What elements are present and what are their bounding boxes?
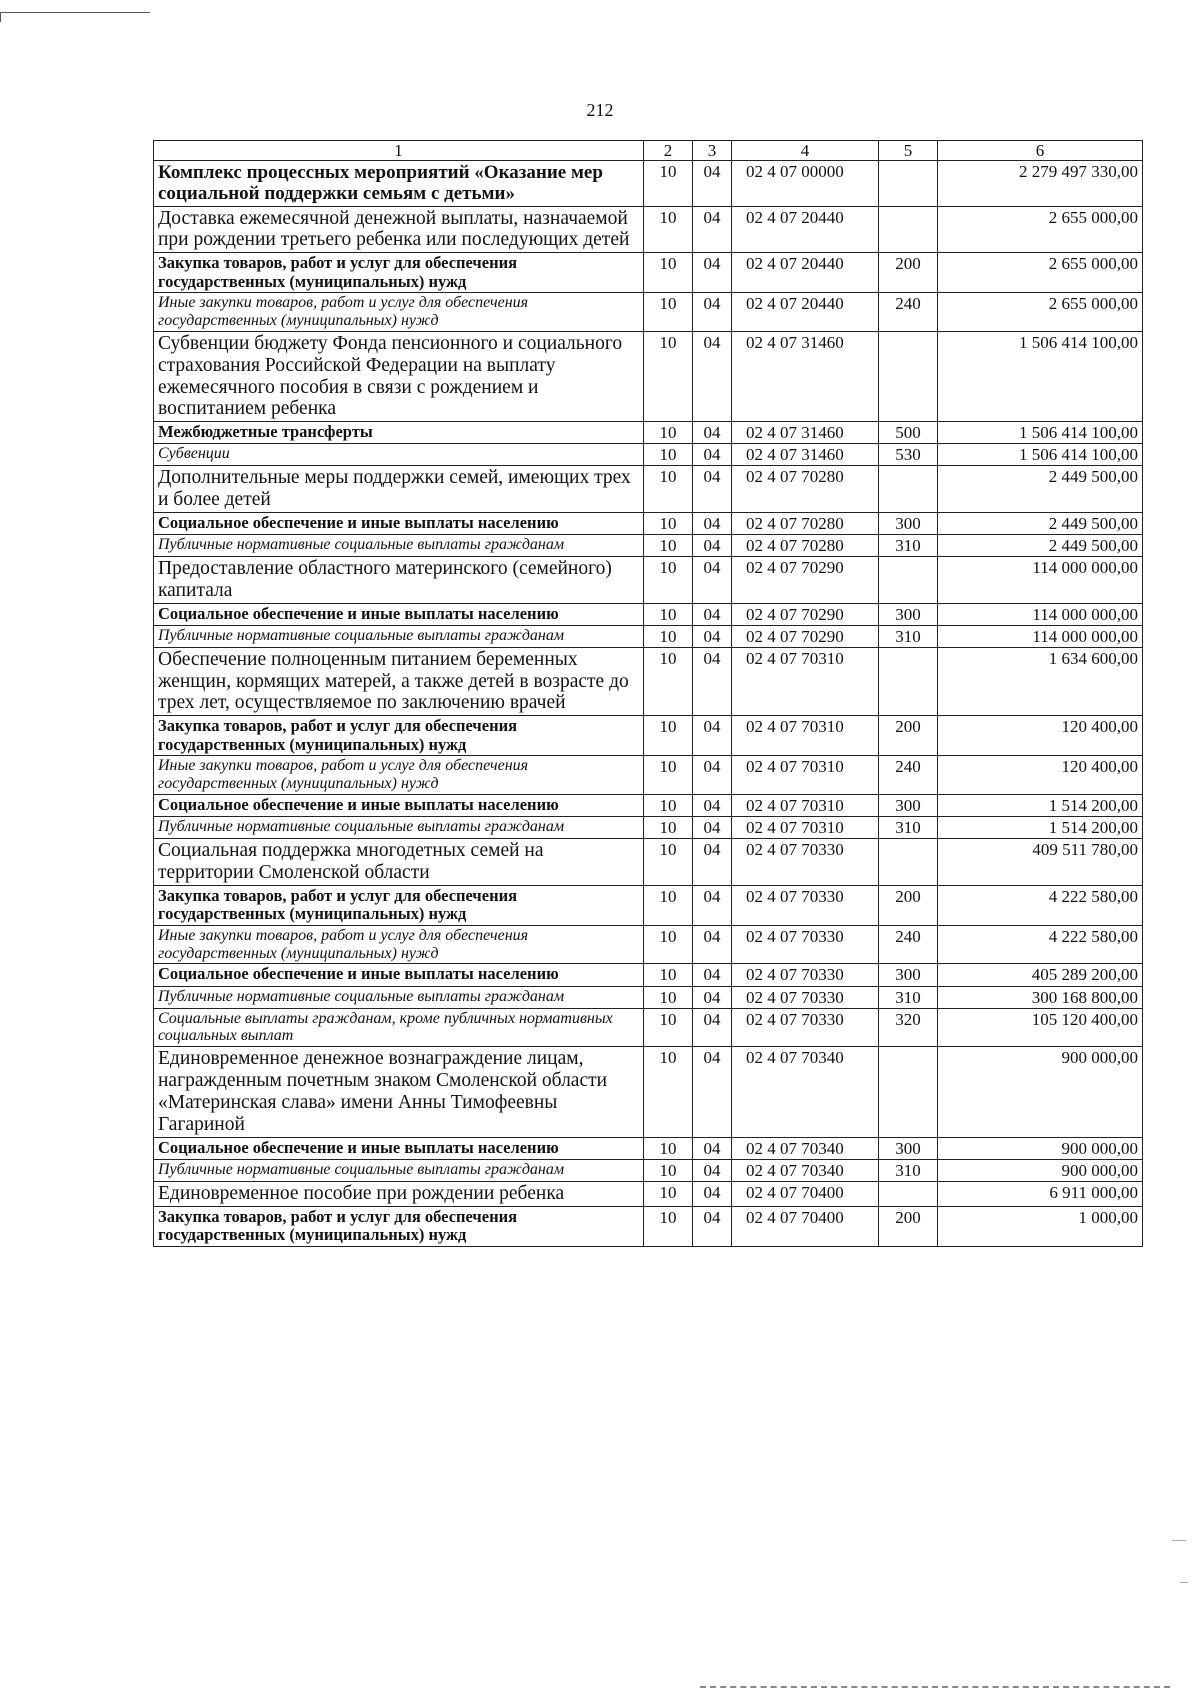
row-name: Социальное обеспечение и иные выплаты населению [154,603,644,625]
row-name: Публичные нормативные социальные выплаты гражданам [154,625,644,647]
row-amount: 4 222 580,00 [938,885,1143,925]
column-header-6: 6 [938,141,1143,161]
row-name: Публичные нормативные социальные выплаты гражданам [154,535,644,557]
row-expense-type: 300 [879,795,938,817]
scan-edge-mark [1180,1582,1188,1583]
row-expense-type: 240 [879,756,938,795]
table-row [154,253,1143,293]
row-subsection: 04 [693,1181,732,1206]
row-name: Социальное обеспечение и иные выплаты населению [154,1137,644,1159]
row-section: 10 [644,253,693,293]
table-header [154,141,1143,161]
row-target-code: 02 4 07 70310 [732,756,879,795]
table-row [154,603,1143,625]
table-row [154,557,1143,604]
row-amount: 1 634 600,00 [938,647,1143,715]
row-name: Предоставление областного материнского (семейного) капитала [154,557,644,604]
row-target-code: 02 4 07 70330 [732,839,879,886]
row-amount: 120 400,00 [938,716,1143,756]
row-target-code: 02 4 07 70400 [732,1206,879,1246]
row-amount: 1 506 414 100,00 [938,331,1143,421]
table-row [154,1159,1143,1181]
row-section: 10 [644,1159,693,1181]
row-target-code: 02 4 07 70400 [732,1181,879,1206]
row-amount: 405 289 200,00 [938,964,1143,986]
row-amount: 2 449 500,00 [938,466,1143,513]
row-name: Закупка товаров, работ и услуг для обеспечения государственных (муниципальных) нужд [154,1206,644,1246]
row-expense-type [879,1047,938,1137]
row-target-code: 02 4 07 70340 [732,1159,879,1181]
row-subsection: 04 [693,1047,732,1137]
row-subsection: 04 [693,603,732,625]
row-name: Публичные нормативные социальные выплаты гражданам [154,986,644,1008]
row-target-code: 02 4 07 70330 [732,925,879,964]
row-target-code: 02 4 07 20440 [732,206,879,253]
row-subsection: 04 [693,817,732,839]
table-row [154,161,1143,207]
table-row [154,1181,1143,1206]
row-expense-type: 240 [879,293,938,332]
row-subsection: 04 [693,253,732,293]
row-subsection: 04 [693,513,732,535]
row-subsection: 04 [693,1159,732,1181]
table-row [154,513,1143,535]
row-target-code: 02 4 07 00000 [732,161,879,207]
scan-corner-line [0,12,150,13]
row-subsection: 04 [693,925,732,964]
row-amount: 105 120 400,00 [938,1008,1143,1047]
page-number: 212 [586,100,614,120]
row-section: 10 [644,925,693,964]
row-expense-type: 200 [879,253,938,293]
row-amount: 2 655 000,00 [938,206,1143,253]
row-target-code: 02 4 07 31460 [732,422,879,444]
row-subsection: 04 [693,444,732,466]
row-target-code: 02 4 07 31460 [732,444,879,466]
table-row [154,422,1143,444]
table-body [154,161,1143,1246]
row-section: 10 [644,513,693,535]
row-subsection: 04 [693,885,732,925]
row-section: 10 [644,1206,693,1246]
row-expense-type [879,557,938,604]
row-section: 10 [644,625,693,647]
row-expense-type [879,647,938,715]
row-subsection: 04 [693,1008,732,1047]
row-amount: 409 511 780,00 [938,839,1143,886]
row-name: Иные закупки товаров, работ и услуг для обеспечения государственных (муниципальных) нужд [154,925,644,964]
table-row [154,625,1143,647]
row-amount: 1 000,00 [938,1206,1143,1246]
row-name: Закупка товаров, работ и услуг для обеспечения государственных (муниципальных) нужд [154,885,644,925]
row-expense-type: 310 [879,817,938,839]
row-section: 10 [644,1137,693,1159]
row-subsection: 04 [693,535,732,557]
row-section: 10 [644,444,693,466]
row-section: 10 [644,422,693,444]
row-amount: 2 449 500,00 [938,535,1143,557]
row-expense-type [879,1181,938,1206]
row-amount: 900 000,00 [938,1047,1143,1137]
row-subsection: 04 [693,839,732,886]
row-section: 10 [644,795,693,817]
row-target-code: 02 4 07 70330 [732,986,879,1008]
row-name: Закупка товаров, работ и услуг для обеспечения государственных (муниципальных) нужд [154,253,644,293]
row-name: Доставка ежемесячной денежной выплаты, назначаемой при рождении третьего ребенка или последующих детей [154,206,644,253]
row-section: 10 [644,466,693,513]
column-header-5: 5 [879,141,938,161]
row-subsection: 04 [693,625,732,647]
row-subsection: 04 [693,756,732,795]
row-target-code: 02 4 07 20440 [732,253,879,293]
row-subsection: 04 [693,647,732,715]
table-row [154,925,1143,964]
table-row [154,756,1143,795]
row-target-code: 02 4 07 70310 [732,716,879,756]
row-expense-type [879,161,938,207]
row-section: 10 [644,839,693,886]
row-name: Социальное обеспечение и иные выплаты населению [154,513,644,535]
row-expense-type: 300 [879,603,938,625]
row-target-code: 02 4 07 70280 [732,466,879,513]
row-expense-type: 500 [879,422,938,444]
row-amount: 900 000,00 [938,1137,1143,1159]
row-name: Комплекс процессных мероприятий «Оказание мер социальной поддержки семьям с детьми» [154,161,644,207]
row-target-code: 02 4 07 70330 [732,885,879,925]
row-section: 10 [644,647,693,715]
row-subsection: 04 [693,466,732,513]
row-section: 10 [644,603,693,625]
row-name: Субвенции [154,444,644,466]
row-subsection: 04 [693,795,732,817]
table-row [154,206,1143,253]
table-row [154,885,1143,925]
row-subsection: 04 [693,964,732,986]
row-name: Публичные нормативные социальные выплаты гражданам [154,817,644,839]
row-target-code: 02 4 07 70290 [732,625,879,647]
row-subsection: 04 [693,293,732,332]
row-section: 10 [644,1047,693,1137]
table-row [154,817,1143,839]
row-subsection: 04 [693,1206,732,1246]
row-section: 10 [644,557,693,604]
row-expense-type: 530 [879,444,938,466]
row-name: Социальное обеспечение и иные выплаты населению [154,964,644,986]
row-name: Публичные нормативные социальные выплаты гражданам [154,1159,644,1181]
row-expense-type [879,331,938,421]
row-amount: 4 222 580,00 [938,925,1143,964]
row-expense-type: 310 [879,625,938,647]
column-header-4: 4 [732,141,879,161]
scan-corner-tick [0,12,1,22]
table-row [154,716,1143,756]
row-expense-type [879,466,938,513]
row-expense-type: 300 [879,964,938,986]
row-section: 10 [644,535,693,557]
row-target-code: 02 4 07 70340 [732,1137,879,1159]
scan-bottom-marks [700,1686,1170,1688]
column-header-1: 1 [154,141,644,161]
row-section: 10 [644,885,693,925]
row-target-code: 02 4 07 70290 [732,603,879,625]
row-target-code: 02 4 07 31460 [732,331,879,421]
row-target-code: 02 4 07 70310 [732,647,879,715]
row-expense-type [879,206,938,253]
row-expense-type: 200 [879,1206,938,1246]
row-expense-type [879,839,938,886]
row-section: 10 [644,1181,693,1206]
row-expense-type: 310 [879,1159,938,1181]
row-section: 10 [644,293,693,332]
row-target-code: 02 4 07 70340 [732,1047,879,1137]
row-name: Субвенции бюджету Фонда пенсионного и социального страхования Российской Федерации на выплату ежемесячного пособия в связи с рождением и воспитанием ребенка [154,331,644,421]
header-row [154,141,1143,161]
column-header-3: 3 [693,141,732,161]
row-amount: 2 655 000,00 [938,253,1143,293]
row-amount: 1 506 414 100,00 [938,444,1143,466]
row-section: 10 [644,964,693,986]
row-section: 10 [644,206,693,253]
table-row [154,331,1143,421]
row-amount: 6 911 000,00 [938,1181,1143,1206]
row-subsection: 04 [693,557,732,604]
row-amount: 2 279 497 330,00 [938,161,1143,207]
row-name: Межбюджетные трансферты [154,422,644,444]
row-target-code: 02 4 07 70290 [732,557,879,604]
row-amount: 1 514 200,00 [938,817,1143,839]
row-amount: 300 168 800,00 [938,986,1143,1008]
row-section: 10 [644,817,693,839]
row-target-code: 02 4 07 70310 [732,795,879,817]
row-section: 10 [644,756,693,795]
row-expense-type: 320 [879,1008,938,1047]
table-row [154,647,1143,715]
table-row [154,839,1143,886]
row-target-code: 02 4 07 70280 [732,535,879,557]
row-name: Иные закупки товаров, работ и услуг для обеспечения государственных (муниципальных) нужд [154,293,644,332]
row-expense-type: 310 [879,986,938,1008]
row-target-code: 02 4 07 20440 [732,293,879,332]
row-name: Дополнительные меры поддержки семей, имеющих трех и более детей [154,466,644,513]
row-amount: 114 000 000,00 [938,625,1143,647]
row-target-code: 02 4 07 70330 [732,1008,879,1047]
table-row [154,444,1143,466]
row-expense-type: 300 [879,1137,938,1159]
column-header-2: 2 [644,141,693,161]
row-amount: 1 506 414 100,00 [938,422,1143,444]
row-amount: 120 400,00 [938,756,1143,795]
row-expense-type: 240 [879,925,938,964]
row-section: 10 [644,331,693,421]
table-row [154,535,1143,557]
row-expense-type: 200 [879,716,938,756]
table-row [154,466,1143,513]
row-expense-type: 310 [879,535,938,557]
row-target-code: 02 4 07 70330 [732,964,879,986]
row-subsection: 04 [693,716,732,756]
row-target-code: 02 4 07 70310 [732,817,879,839]
row-name: Закупка товаров, работ и услуг для обеспечения государственных (муниципальных) нужд [154,716,644,756]
row-amount: 2 449 500,00 [938,513,1143,535]
row-target-code: 02 4 07 70280 [732,513,879,535]
scan-edge-mark [1172,1540,1186,1541]
row-name: Социальное обеспечение и иные выплаты населению [154,795,644,817]
table-row [154,986,1143,1008]
row-section: 10 [644,161,693,207]
row-name: Социальные выплаты гражданам, кроме публичных нормативных социальных выплат [154,1008,644,1047]
row-amount: 114 000 000,00 [938,557,1143,604]
table-row [154,795,1143,817]
row-amount: 1 514 200,00 [938,795,1143,817]
row-section: 10 [644,716,693,756]
row-expense-type: 200 [879,885,938,925]
table-row [154,1047,1143,1137]
row-subsection: 04 [693,422,732,444]
row-amount: 114 000 000,00 [938,603,1143,625]
row-section: 10 [644,1008,693,1047]
table-row [154,1137,1143,1159]
row-name: Единовременное денежное вознаграждение лицам, награжденным почетным знаком Смоленской области «Материнская слава» имени Анны Тимофеевны Гагариной [154,1047,644,1137]
row-subsection: 04 [693,206,732,253]
row-subsection: 04 [693,986,732,1008]
row-name: Иные закупки товаров, работ и услуг для обеспечения государственных (муниципальных) нужд [154,756,644,795]
row-amount: 900 000,00 [938,1159,1143,1181]
row-expense-type: 300 [879,513,938,535]
table-row [154,1008,1143,1047]
row-subsection: 04 [693,1137,732,1159]
row-subsection: 04 [693,161,732,207]
row-section: 10 [644,986,693,1008]
row-name: Единовременное пособие при рождении ребенка [154,1181,644,1206]
row-amount: 2 655 000,00 [938,293,1143,332]
row-subsection: 04 [693,331,732,421]
table-row [154,964,1143,986]
table-row [154,293,1143,332]
budget-table [153,140,1143,1247]
table-row [154,1206,1143,1246]
row-name: Обеспечение полноценным питанием беременных женщин, кормящих матерей, а также детей в возрасте до трех лет, осуществляемое по заключению врачей [154,647,644,715]
row-name: Социальная поддержка многодетных семей на территории Смоленской области [154,839,644,886]
